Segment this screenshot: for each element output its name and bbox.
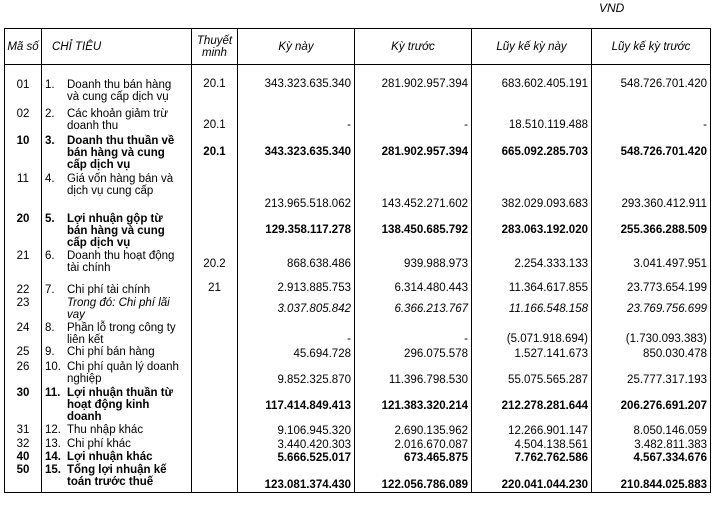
row-ytd-previous: 206.276.691.207 [592,387,711,424]
row-note [192,387,238,424]
row-note: 20.2 [192,249,238,279]
row-item-label: Tổng lợi nhuận kế toán trước thuế [67,464,167,488]
row-previous: 939.988.973 [355,249,472,279]
row-item [42,249,192,279]
row-ytd-previous: 210.844.025.883 [592,464,711,492]
header-ytd-current: Lũy kế kỳ này [472,29,592,65]
row-note [192,464,238,492]
row-code: 23 [5,297,42,321]
table-row [5,387,711,424]
header-item: CHỈ TIÊU [42,29,192,65]
row-previous: 138.450.685.792 [355,211,472,249]
table-row [5,438,711,451]
row-ytd-previous: 4.567.334.676 [592,451,711,464]
row-current: 5.666.525.017 [238,451,355,464]
row-ytd-current: 220.041.044.230 [472,464,592,492]
row-ytd-previous: 3.482.811.383 [592,438,711,451]
row-note [192,438,238,451]
row-ytd-current: 2.254.333.133 [472,249,592,279]
row-current: 868.638.486 [238,249,355,279]
income-statement-table [4,28,711,493]
row-item-number: 4. [45,173,55,185]
row-ytd-current: 683.602.405.191 [472,65,592,104]
table-row [5,464,711,492]
row-code: 10 [5,132,42,171]
table-row [5,171,711,211]
row-item-number: 5. [45,213,55,225]
row-item [42,103,192,132]
row-code: 31 [5,424,42,438]
row-item-label: Doanh thu bán hàng và cung cấp dịch vụ [67,79,172,103]
row-current: 343.323.635.340 [238,65,355,104]
row-ytd-current: (5.071.918.694) [472,321,592,346]
row-item [42,387,192,424]
row-ytd-previous: 25.777.317.193 [592,361,711,387]
row-previous: 11.396.798.530 [355,361,472,387]
row-item [42,65,192,104]
row-item-number: 1. [45,79,55,91]
row-item [42,464,192,492]
row-previous: 281.902.957.394 [355,65,472,104]
row-code: 24 [5,321,42,346]
row-ytd-current: 11.364.617.855 [472,279,592,297]
table-row [5,346,711,361]
row-ytd-previous: 293.360.412.911 [592,171,711,211]
row-item-number: 2. [45,108,55,120]
row-item-label: Các khoản giảm trừ doanh thu [67,108,169,132]
row-ytd-current: 4.504.138.561 [472,438,592,451]
row-note [192,346,238,361]
row-item-number: 15. [45,464,61,476]
row-previous: 6.366.213.767 [355,297,472,321]
table-row [5,211,711,249]
row-item [42,171,192,211]
header-ytd-previous: Lũy kế kỳ trước [592,29,711,65]
row-item-number: 13. [45,438,61,450]
row-current: 9.106.945.320 [238,424,355,438]
row-note [192,424,238,438]
row-current: 129.358.117.278 [238,211,355,249]
row-item-label: Lợi nhuận gộp từ bán hàng và cung cấp dịch vụ [67,213,165,249]
row-ytd-current: 11.166.548.158 [472,297,592,321]
row-ytd-current: 55.075.565.287 [472,361,592,387]
row-code: 25 [5,346,42,361]
row-item-label: Trong đó: Chi phí lãi vay [67,297,170,321]
row-item-label: Doanh thu thuần về bán hàng và cung cấp dịch vụ [67,135,175,171]
row-ytd-current: 7.762.762.586 [472,451,592,464]
row-previous: 673.465.875 [355,451,472,464]
row-item-number: 11. [45,387,61,399]
row-ytd-current: 665.092.285.703 [472,132,592,171]
table-row [5,451,711,464]
table-row [5,132,711,171]
row-ytd-current: 212.278.281.644 [472,387,592,424]
row-item-label: Lợi nhuận khác [67,451,153,463]
row-ytd-current: 382.029.093.683 [472,171,592,211]
row-code: 30 [5,387,42,424]
row-previous: 2.690.135.962 [355,424,472,438]
row-item [42,211,192,249]
header-note: Thuyết minh [192,29,238,65]
row-item [42,132,192,171]
row-current: 117.414.849.413 [238,387,355,424]
row-ytd-previous: - [592,103,711,132]
row-ytd-previous: (1.730.093.383) [592,321,711,346]
row-note: 21 [192,279,238,297]
row-item [42,438,192,451]
row-ytd-current: 18.510.119.488 [472,103,592,132]
row-current: 45.694.728 [238,346,355,361]
row-code: 21 [5,249,42,279]
row-current: 123.081.374.430 [238,464,355,492]
header-previous: Kỳ trước [355,29,472,65]
row-note [192,297,238,321]
row-code: 40 [5,451,42,464]
row-item-number: 10. [45,361,61,373]
row-note: 20.1 [192,132,238,171]
row-previous: 6.314.480.443 [355,279,472,297]
row-item-label: Phần lỗ trong công ty liên kết [67,322,176,346]
row-note [192,321,238,346]
row-previous: 2.016.670.087 [355,438,472,451]
row-ytd-previous: 3.041.497.951 [592,249,711,279]
table-row [5,361,711,387]
header-code: Mã số [5,29,42,65]
table-row [5,249,711,279]
row-item-number: 12. [45,424,61,436]
table-row [5,279,711,297]
row-ytd-previous: 8.050.146.059 [592,424,711,438]
row-item-label: Doanh thu hoạt động tài chính [67,250,175,274]
row-code: 26 [5,361,42,387]
row-code: 01 [5,65,42,104]
row-item-label: Chi phí tài chính [67,284,151,296]
row-current: - [238,103,355,132]
table-row [5,65,711,104]
row-item-number: 3. [45,135,55,147]
row-current: 2.913.885.753 [238,279,355,297]
row-ytd-previous: 548.726.701.420 [592,65,711,104]
row-note [192,451,238,464]
header-current: Kỳ này [238,29,355,65]
row-ytd-previous: 255.366.288.509 [592,211,711,249]
row-item-label: Thu nhập khác [67,424,144,436]
row-ytd-current: 12.266.901.147 [472,424,592,438]
row-item-number: 9. [45,346,55,358]
row-ytd-current: 283.063.192.020 [472,211,592,249]
row-code: 22 [5,279,42,297]
row-item-number: 8. [45,322,55,334]
row-current: 343.323.635.340 [238,132,355,171]
table-row [5,297,711,321]
row-current: 213.965.518.062 [238,171,355,211]
row-item [42,424,192,438]
row-previous: 122.056.786.089 [355,464,472,492]
row-item-label: Chi phí khác [67,438,131,450]
row-note [192,361,238,387]
row-code: 32 [5,438,42,451]
row-item [42,297,192,321]
row-code: 20 [5,211,42,249]
table-header-row [5,29,711,65]
row-item-number: 14. [45,451,61,463]
row-item-label: Lợi nhuận thuần từ hoạt động kinh doanh [67,387,173,423]
row-item-label: Giá vốn hàng bán và dịch vụ cung cấp [67,173,174,197]
row-ytd-previous: 548.726.701.420 [592,132,711,171]
row-item-label: Chi phí bán hàng [67,346,155,358]
row-code: 11 [5,171,42,211]
row-item-label: Chi phí quản lý doanh nghiệp [67,361,179,385]
row-note: 20.1 [192,103,238,132]
row-item [42,346,192,361]
row-item [42,451,192,464]
row-previous: - [355,103,472,132]
table-row [5,321,711,346]
row-item [42,321,192,346]
row-previous: 121.383.320.214 [355,387,472,424]
row-previous: 143.452.271.602 [355,171,472,211]
table-row [5,424,711,438]
row-current: 3.440.420.303 [238,438,355,451]
row-current: 9.852.325.870 [238,361,355,387]
row-current: - [238,321,355,346]
row-code: 02 [5,103,42,132]
row-ytd-previous: 850.030.478 [592,346,711,361]
currency-unit: VND [599,1,625,15]
row-previous: 281.902.957.394 [355,132,472,171]
row-item [42,279,192,297]
row-ytd-current: 1.527.141.673 [472,346,592,361]
row-item [42,361,192,387]
row-note [192,171,238,211]
row-previous: - [355,321,472,346]
row-current: 3.037.805.842 [238,297,355,321]
row-note [192,211,238,249]
row-code: 50 [5,464,42,492]
row-ytd-previous: 23.773.654.199 [592,279,711,297]
row-item-number: 7. [45,284,55,296]
row-previous: 296.075.578 [355,346,472,361]
row-ytd-previous: 23.769.756.699 [592,297,711,321]
row-item-number: 6. [45,250,55,262]
row-note: 20.1 [192,65,238,104]
table-row [5,103,711,132]
